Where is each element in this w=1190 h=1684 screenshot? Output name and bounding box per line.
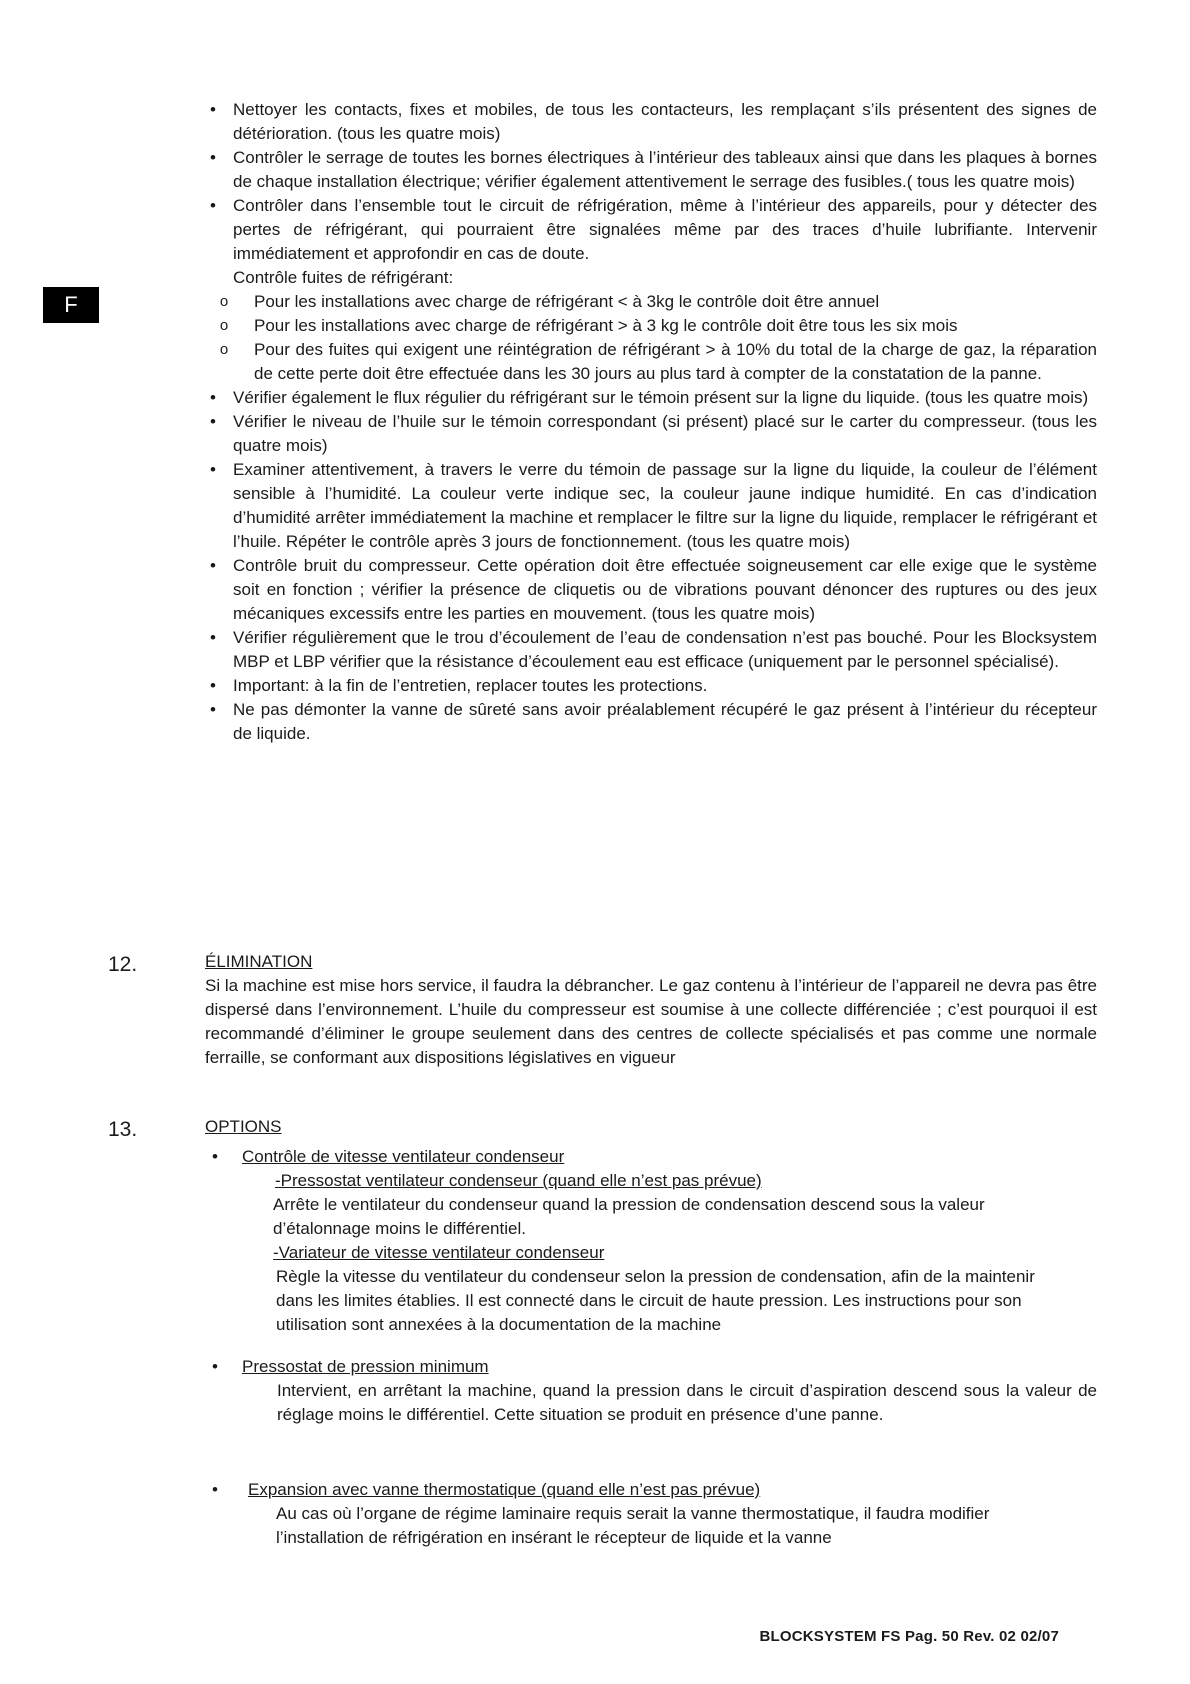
bullet-icon: • xyxy=(212,1147,218,1166)
leak-check-title: Contrôle fuites de réfrigérant: xyxy=(233,268,454,287)
bullet-icon: • xyxy=(210,676,216,695)
bullet-icon: • xyxy=(210,148,216,167)
bullet-icon: • xyxy=(210,628,216,647)
list-item: • Vérifier régulièrement que le trou d’écoulement de l’eau de condensation n’est pas bouché. Pour les Blocksystem MBP et LBP vérifier que la résistance d’écoulement eau est efficace (uniquement par le personnel spécialisé). xyxy=(205,626,1097,674)
maintenance-list xyxy=(205,98,1097,746)
sub-option-title: -Variateur de vitesse ventilateur condenseur xyxy=(273,1243,605,1262)
section-title: OPTIONS xyxy=(205,1117,282,1136)
page-footer: BLOCKSYSTEM FS Pag. 50 Rev. 02 02/07 xyxy=(759,1628,1059,1645)
list-item: • Vérifier le niveau de l’huile sur le témoin correspondant (si présent) placé sur le carter du compresseur. (tous les quatre mois) xyxy=(205,410,1097,458)
bullet-icon: • xyxy=(210,388,216,407)
option-title: Pressostat de pression minimum xyxy=(242,1357,489,1376)
option-body: Au cas où l’organe de régime laminaire requis serait la vanne thermostatique, il faudra modifier l’installation de réfrigération en insérant le récepteur de liquide et la vanne xyxy=(276,1504,990,1547)
bullet-icon: • xyxy=(212,1480,218,1499)
bullet-icon: • xyxy=(210,460,216,479)
sub-option-title: -Pressostat ventilateur condenseur (quand elle n’est pas prévue) xyxy=(275,1171,762,1190)
list-item: o Pour des fuites qui exigent une réintégration de réfrigérant > à 10% du total de la charge de gaz, la réparation de cette perte doit être effectuée dans les 30 jours au plus tard à compter de la constatation de la panne. xyxy=(217,338,1097,386)
bullet-icon: • xyxy=(210,556,216,575)
section-number: 13. xyxy=(108,1118,138,1141)
bullet-icon: • xyxy=(210,700,216,719)
list-item: • Contrôler le serrage de toutes les bornes électriques à l’intérieur des tableaux ainsi que dans les plaques à bornes de chaque installation électrique; vérifier également attentivement le serrage des fusibles.( tous les quatre mois) xyxy=(205,146,1097,194)
option-body: Intervient, en arrêtant la machine, quand la pression dans le circuit d’aspiration descend sous la valeur de réglage moins le différentiel. Cette situation se produit en présence d’une panne. xyxy=(277,1381,1097,1424)
section-title: ÉLIMINATION xyxy=(205,952,313,971)
language-tab: F xyxy=(43,287,99,323)
list-item: • Ne pas démonter la vanne de sûreté sans avoir préalablement récupéré le gaz présent à l’intérieur du récepteur de liquide. xyxy=(205,698,1097,746)
section-number: 12. xyxy=(108,953,138,976)
list-item: • Examiner attentivement, à travers le verre du témoin de passage sur la ligne du liquide, la couleur de l’élément sensible à l’humidité. La couleur verte indique sec, la couleur jaune indique humidité. En cas d’indication d’humidité arrêter immédiatement la machine et remplacer le filtre sur la ligne du liquide, remplacer le réfrigérant et l’huile. Répéter le contrôle après 3 jours de fonctionnement. (tous les quatre mois) xyxy=(205,458,1097,554)
circle-bullet-icon: o xyxy=(219,293,229,310)
list-item: • Nettoyer les contacts, fixes et mobiles, de tous les contacteurs, les remplaçant s’ils présentent des signes de détérioration. (tous les quatre mois) xyxy=(205,98,1097,146)
circle-bullet-icon: o xyxy=(219,341,229,358)
list-item: • Important: à la fin de l’entretien, replacer toutes les protections. xyxy=(205,674,1097,698)
section-body: Si la machine est mise hors service, il faudra la débrancher. Le gaz contenu à l’intérieur de l’appareil ne devra pas être dispersé dans l’environnement. L’huile du compresseur est soumise à une collecte différenciée ; c’est pourquoi il est recommandé d’éliminer le groupe seulement dans des centres de collecte spécialisés et pas comme une normale ferraille, se conformant aux dispositions législatives en vigueur xyxy=(205,976,1097,1067)
option-title: Expansion avec vanne thermostatique (quand elle n’est pas prévue) xyxy=(248,1480,761,1499)
sub-option-body: Règle la vitesse du ventilateur du condenseur selon la pression de condensation, afin de la maintenir dans les limites établies. Il est connecté dans le circuit de haute pression. Les instructions pour son utilisation sont annexées à la documentation de la machine xyxy=(276,1267,1035,1334)
bullet-icon: • xyxy=(210,100,216,119)
list-item: o Pour les installations avec charge de réfrigérant > à 3 kg le contrôle doit être tous les six mois xyxy=(217,314,1097,338)
sub-option-body: Arrête le ventilateur du condenseur quand la pression de condensation descend sous la valeur d’étalonnage moins le différentiel. xyxy=(273,1195,985,1238)
bullet-icon: • xyxy=(210,196,216,215)
option-title: Contrôle de vitesse ventilateur condenseur xyxy=(242,1147,565,1166)
list-item: • Vérifier également le flux régulier du réfrigérant sur le témoin présent sur la ligne du liquide. (tous les quatre mois) xyxy=(205,386,1097,410)
list-item: o Pour les installations avec charge de réfrigérant < à 3kg le contrôle doit être annuel xyxy=(217,290,1097,314)
bullet-icon: • xyxy=(212,1357,218,1376)
circle-bullet-icon: o xyxy=(219,317,229,334)
list-item: • Contrôler dans l’ensemble tout le circuit de réfrigération, même à l’intérieur des appareils, pour y détecter des pertes de réfrigérant, qui pourraient être signalées même par des traces d’huile lubrifiante. Intervenir immédiatement et approfondir en cas de doute. Contrôle fuites de réfrigérant: xyxy=(205,194,1097,290)
list-item: • Contrôle bruit du compresseur. Cette opération doit être effectuée soigneusement car elle exige que le système soit en fonction ; vérifier la présence de cliquetis ou de vibrations pouvant dénoncer des ruptures ou des jeux mécaniques excessifs entre les parties en mouvement. (tous les quatre mois) xyxy=(205,554,1097,626)
bullet-icon: • xyxy=(210,412,216,431)
leak-check-list xyxy=(205,290,1097,386)
